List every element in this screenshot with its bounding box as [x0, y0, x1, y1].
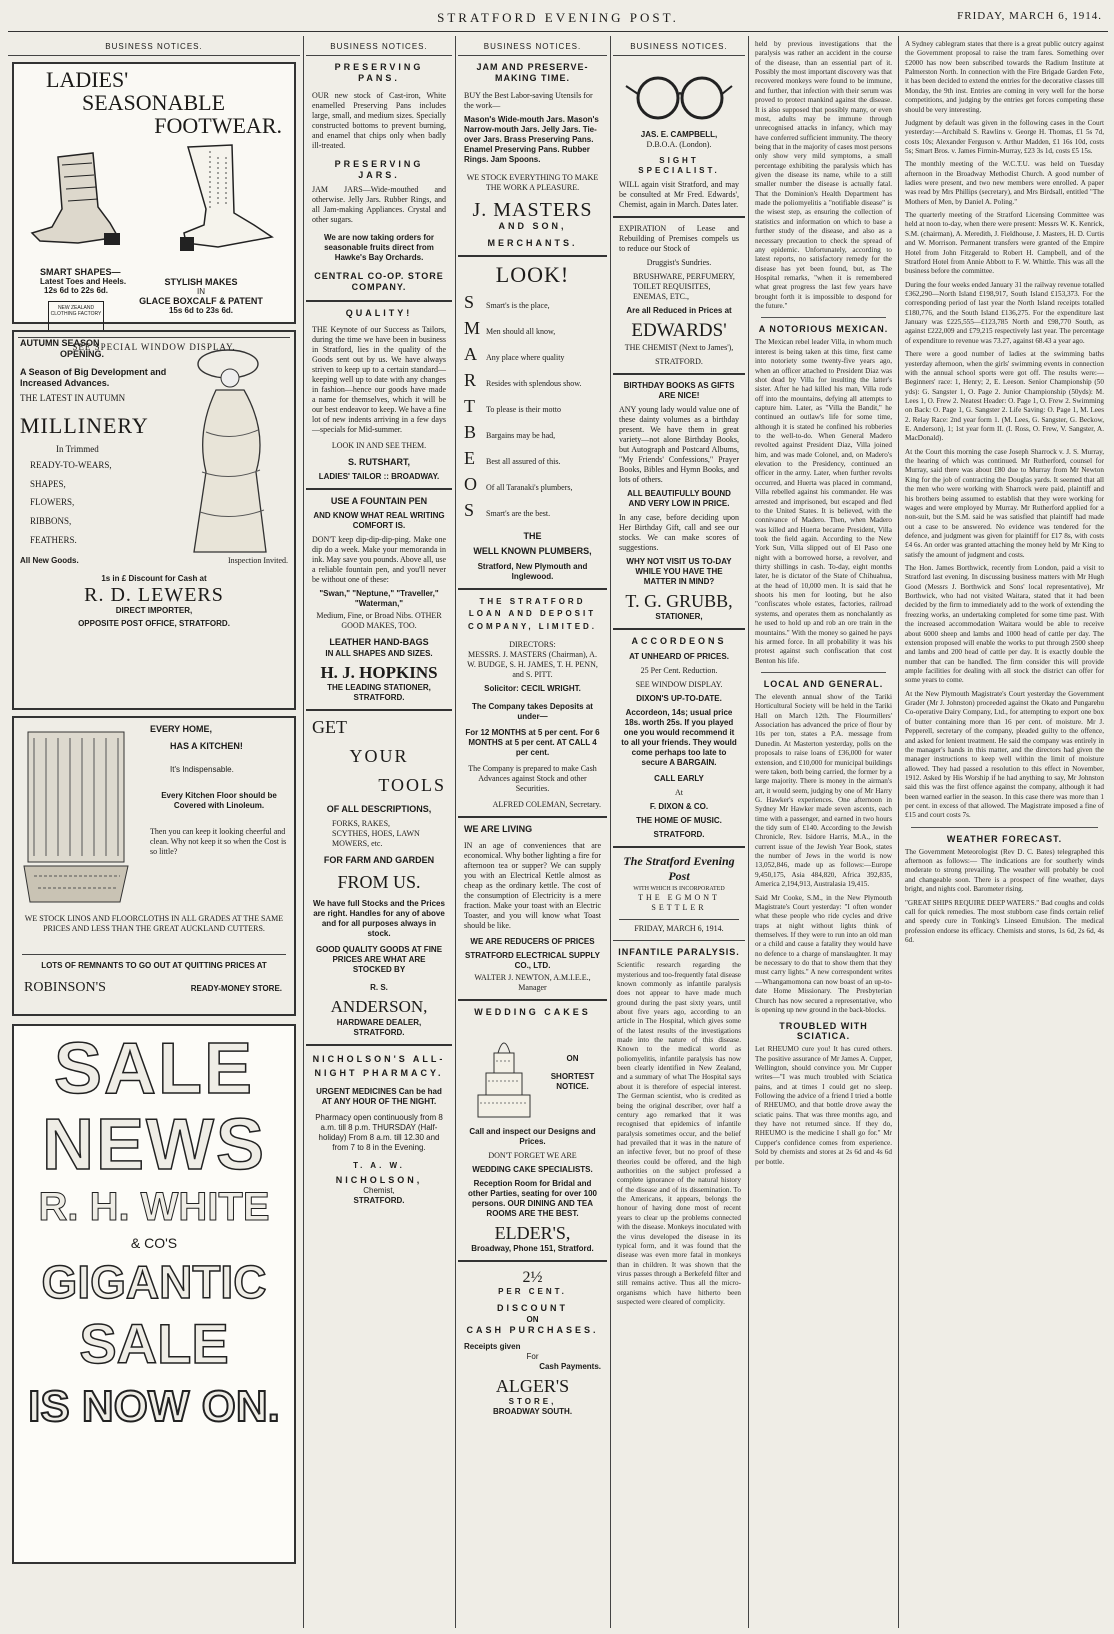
sale-news-ad — [12, 1024, 296, 1564]
smart-shapes: SMART SHAPES— — [40, 267, 121, 278]
elders-address: Broadway, Phone 151, Stratford. — [471, 1244, 594, 1254]
look-title: LOOK! — [495, 262, 570, 287]
acrostic-letter: S — [464, 292, 475, 313]
acrostic — [464, 291, 601, 525]
stylish-makes: STYLISH MAKES — [164, 277, 238, 288]
column-1 — [8, 36, 300, 1628]
pharmacy-title: NICHOLSON'S ALL-NIGHT PHARMACY. — [312, 1053, 446, 1079]
tools-town: STRATFORD. — [353, 1027, 405, 1037]
weather-title: WEATHER FORECAST. — [946, 833, 1063, 844]
news-paragraph: At the New Plymouth Magistrate's Court yesterday the Government Grader (Mr J. Johnston) proceeded against the Okato and Pungarehu Co-operative Dairy Company, Ltd., for attempting to export one box of butter containing more than 16 per cent. of moisture. Mr J. Pepperell, secretary of the company, pleaded guilty to the offence, and asked for lenient treatment. He said the company was entirely in the manager's hands in this matter, and the directors had given the manager instructions to keep well within the limit of moisture allowed. They had passed a resolution to this effect in November, 1912. Asked by His Worship if he had anything to say, Mr Johnston said this was the first offence against the company, although it had been warned earlier in the season. In this case there was more than 1 per cent. in excess of that allowed. The Magistrate imposed a fine of £15 and court costs 7s. — [905, 689, 1104, 820]
receipts-for: For — [526, 1351, 539, 1361]
paper-date: FRIDAY, MARCH 6, 1914. — [957, 10, 1102, 22]
ready-money: READY-MONEY STORE. — [190, 984, 282, 993]
look-ad — [458, 257, 607, 590]
anderson-initials: R. S. — [370, 983, 388, 993]
has-kitchen: HAS A KITCHEN! — [170, 741, 243, 752]
paralysis-body: Scientific research regarding the mysterious and too-frequently fatal disease known commonly as infantile paralysis does not appear to have made much ground during the past sixty years, until about five years ago, according to an article in The Hospital, which gives some of the latest results of the investigations made into the nature of this disease. Known to the medical world as poliomyelitis, infantile paralysis has now been clearly identified in New Zealand, and a summary of what The Hospital says about it is therefore of especial interest. The German scientist, who is credited as being the original describer, over half a century ago remarked that it was recognised that epidemics of infantile paralysis sometimes occur, and the belief had prevailed that it was in the nature of an infective fever, but no proof of these theories could be offered, and the high authorities on the subject professed a complete ignorance of the natural history of the disease and of its dissemination. To the Americans, it appears, belongs the honour of having done most of recent years to clear up the problems connected with the disease. Monkeys inoculated with the virus developed the disease in its typical form, and it was found that the disease was even more fatal in monkeys than in children. It was shown that the virus passes through a Berkefeld filter and still remains active. Thus all the micro-organisms which have hitherto been suspected were cleared of complicity. — [617, 961, 741, 1307]
season-text: A Season of Big Development and Increased Advances. — [20, 366, 167, 388]
per-cent: PER CENT. — [498, 1287, 567, 1297]
acrostic-line: To please is their motto — [486, 405, 561, 415]
discount-ad — [458, 1262, 607, 1423]
linoleum-illustration — [20, 726, 130, 906]
in-word: IN — [197, 287, 205, 297]
gigantic-word: GIGANTIC — [41, 1256, 267, 1309]
edwards-name: EDWARDS' — [631, 320, 727, 341]
beautifully-bound: ALL BEAUTIFULLY BOUND AND VERY LOW IN PRICE. — [627, 488, 731, 508]
hardware-dealer: HARDWARE DEALER, — [336, 1017, 422, 1027]
news-paragraph: At the Court this morning the case Joseph Sharrock v. J. S. Murray, the hearing of which was continued. Mr Rutherford, counsel for Murray, said there was about £80 due to Murray from Mr Newton King for the job of contracting the Douglas yards. It seemed that all the men who were working with Sharrock were paid, plaintiff and his brothers being assumed to establish that they were working for wages and were employed by Murray. Mr Rutherford applied for a non-suit, but the S.M. said he was satisfied that plaintiff had made out a case to be answered. No evidence was tendered for the defence, and judgment was given for plaintiff for £17 8s, with costs £4 6s. An order was granted attaching the money held by Mr King to satisfy the amount of judgment and costs. — [905, 447, 1104, 559]
campbell-ad — [613, 56, 745, 218]
every-home: EVERY HOME, — [150, 724, 213, 734]
jam-buy: BUY the Best Labor-saving Utensils for the work— — [464, 90, 593, 110]
news-paragraph: During the four weeks ended January 31 the railway revenue totalled £362,290—North Island £198,917, South Island £153,373. For the corresponding period of last year the North Island receipts totalled £180,776, and the South Island £136,275. For the expenditure last January was £225,555—£123,785 North and £98,770 South, as against £222,009 and £79,215 respectively last year. The percentage of expenditure to revenue was 73.27, against 68.43 a year ago. — [905, 280, 1104, 345]
villa-title: A NOTORIOUS MEXICAN. — [758, 324, 889, 335]
loan-title: THE STRATFORD LOAN AND DEPOSIT COMPANY, LIMITED. — [467, 596, 598, 632]
paralysis-title: INFANTILE PARALYSIS. — [618, 947, 740, 958]
shortest-notice: SHORTEST NOTICE. — [550, 1071, 595, 1091]
autumn-season: AUTUMN SEASON — [20, 338, 100, 348]
direct-importer: DIRECT IMPORTER, — [115, 606, 193, 616]
now-on: IS NOW ON. — [28, 1381, 280, 1431]
home-of-music: THE HOME OF MUSIC. — [636, 815, 722, 825]
white-name: R. H. WHITE — [38, 1185, 270, 1230]
your-word: YOUR — [349, 745, 409, 766]
acrostic-letter: B — [464, 422, 477, 443]
sight-specialist: SIGHT SPECIALIST. — [638, 156, 720, 175]
grubb-name: T. G. GRUBB, — [625, 590, 733, 611]
nicholson-initials: T. A. W. — [353, 1160, 405, 1170]
acrostic-line: Men should all know, — [486, 327, 556, 337]
paralysis-continued: held by previous investigations that the paralysis was rather an accident in the course of the disease, than an essential part of it. Possibly the most important discovery was that recovered monkeys were found to be immune, and further, that infection with their serum was proved to protect mankind against the disease. It is also supposed that possibly many, or even most, adults may be immune through unrecognised attacks in infancy, which may have conferred sufficient immunity. The theory being that in the majority of cases most persons only show very mild symptoms, a small percentage exhibiting the paralysis which has given the disease its name, while to a still smaller number the disease is actually fatal. That the Dominion's Health Department has made the poliomyelitis a "notifiable disease" is the wisest step, as ensuring the collection of statistics and information on which to base a further study of the disease, and also as a necessary precaution to check the spread of any epidemic. Unfortunately, according to latest reports, no satisfactory remedy for the disease has yet been found, but, as The Hospital remarks, "when it is remembered what great progress the last few years have brought forth it is impossible to despond for the future." — [755, 40, 892, 311]
inspection-invited: Inspection Invited. — [228, 556, 288, 566]
all-descriptions: OF ALL DESCRIPTIONS, — [326, 803, 432, 814]
footwear-title-2: SEASONABLE — [82, 90, 226, 116]
quality-body: THE Keynote of our Success as Tailors, during the time we have been in business in Stratford, lies in the quality of the Goods sent out by us. We have always striven to keep up to a certain standard—keeping well up to date with any changes in fashion—hence our goods have made a name for themselves, which it will be our best endeavor to keep. We have a fine lot of new indents arriving in a few days—specials for Mid-summer. — [312, 324, 446, 434]
hopkins-name: H. J. HOPKINS — [320, 662, 438, 682]
get-word: GET — [312, 716, 347, 737]
call-inspect: Call and inspect our Designs and Prices. — [469, 1126, 596, 1146]
pen-more: Medium, Fine, or Broad Nibs. OTHER GOOD MAKES, TOO. — [316, 611, 442, 631]
sciatica-body: Let RHEUMO cure you! It has cured others. The positive assurance of Mr James A. Cupper, Wellington, should convince you. Mr Cupper writes—"I was much troubled with Sciatica pains, and at times I could get no sleep. Following the advice of a friend I tried a bottle of RHEUMO, and that bottle drove away the sciatic pains. That was three months ago, and they have not returned since. If they do, RHEUMO is the medicine I shall go for." Mr Cupper's confidence comes from experience. Sold by chemists and stores at 2s 6d and 4s 6d per bottle. — [755, 1045, 892, 1166]
deposit-rates: For 12 MONTHS at 5 per cent. For 6 MONTHS at 5 per cent. AT CALL 4 per cent. — [465, 728, 600, 758]
leading-stationer: THE LEADING STATIONER, — [327, 682, 431, 692]
kitchen-floor: Every Kitchen Floor should be Covered with Linoleum. — [161, 790, 277, 810]
electrical-ad — [458, 818, 607, 1001]
receipts-given: Receipts given — [464, 1341, 521, 1351]
boots-illustration — [18, 137, 298, 267]
elders-name: ELDER'S, — [494, 1222, 571, 1243]
local-general-body: The eleventh annual show of the Tariki Horticultural Society will be held in the Tariki Hall on March 12th. The Flourmillers' Association has advanced the price of flour by 10s per ton, states a P.A. message from Dunedin. At Masterton yesterday, polls on the proposals to raise loans of £36,000 for water extension, and £10,000 for municipal buildings were taken, both being carried, the former by a large majority. There is money in the airman's art, it would seem, judging by one of Mr Harry G. Hawker's experiences. One afternoon in Sydney Mr Hawker made seven ascents, each time with a passenger, and earned in two hours the tidy sum of £140. According to the Jewish Chronicle, Rev. Isidore Harris, M.A., in the current issue of the Jewish Year Book, states the number of Jews in the world is now 13,052,846, made up as follows:—Europe 9,450,175, Asia 484,820, Africa 392,835, America 2,194,913, Australasia 19,415. — [755, 693, 892, 889]
acrostic-letter: T — [464, 396, 475, 417]
paralysis-article — [613, 947, 745, 1307]
wedding-cakes-ad — [458, 1001, 607, 1262]
well-known-plumbers: WELL KNOWN PLUMBERS, — [473, 546, 592, 557]
quality-title: QUALITY! — [345, 307, 413, 318]
plumber-towns: Stratford, New Plymouth and Inglewood. — [477, 561, 588, 581]
edwards-chemist: THE CHEMIST (Next to James'), — [624, 342, 734, 352]
news-paragraph: "GREAT SHIPS REQUIRE DEEP WATERS." Bad coughs and colds call for quick remedies. The most stubborn case finds certain relief and speedy cure in Tonking's Linseed Emulsion. The medical profession endorse its efficacy. Chemists and stores, 1s 6d, 2s 6d, 4s 6d. — [905, 898, 1104, 944]
jam-ad — [458, 56, 607, 257]
section-header: BUSINESS NOTICES. — [613, 36, 745, 56]
look-the: THE — [523, 531, 542, 542]
jam-stock: WE STOCK EVERYTHING TO MAKE THE WORK A PLEASURE. — [466, 172, 599, 192]
column-rule — [303, 36, 304, 1628]
jam-items: Mason's Wide-mouth Jars. Mason's Narrow-mouth Jars. Jelly Jars. Tie-over Jars. Brass Preserving Pans. Enamel Preserving Pans. Rubber Rings. Jam Spoons. — [464, 114, 599, 164]
reducers: WE ARE REDUCERS OF PRICES — [470, 937, 595, 947]
dixon-name: F. DIXON & CO. — [649, 801, 709, 811]
in-trimmed: In Trimmed — [56, 444, 99, 455]
acrostic-line: Smart's are the best. — [486, 509, 551, 519]
discount-line: 1s in £ Discount for Cash at — [101, 574, 207, 584]
accordeons: ACCORDEONS — [631, 636, 727, 647]
nz-clothing-stamp: NEW ZEALAND CLOTHING FACTORY — [48, 301, 104, 331]
nameplate-title: The Stratford Evening Post — [623, 853, 735, 883]
footwear-title-1: LADIES' — [46, 67, 129, 92]
algers-store: STORE, — [508, 1397, 557, 1407]
discount-on: ON — [526, 1314, 539, 1324]
column-rule — [898, 36, 899, 1628]
villa-body: The Mexican rebel leader Villa, in whom much interest is being taken at this time, first came into notoriety some twenty-five years ago, when an officer attached to President Diaz was shot dead by Villa for insulting the latter's sister. After he had killed his man, Villa rode off into the mountains, defying all attempts to capture him. Later, as "Villa the Bandit," he continued an outlaw's life for some time, although it is stated he confined his robberies to the well-to-do. When General Madero revolted against President Diaz, Villa joined him, and was made Colonel, and, on Madero's elevation to the Presidency, continued an officer in the army. Later, when further revolts occurred, and Huerta was placed in command, Villa rebelled against his commander. He was arrested and imprisoned, but escaped and fled to the United States. It is believed, with the connivance of Madero. Then, when Madero was killed and Huerta became President, Villa took the field again. According to the New York Sun, Villa slipped out of El Paso one night with a borrowed horse, a revolver, and thirty shillings in cash. To-day, eight months later, he is dictator of the State of Chihuahua, at the head of 10,000 men. It is said that he shoots his men for looting, but he also "confiscates whole estates, factories, railroad systems, and operates them as nonchalantly as he used to hold up and rob an ore train in the mountains." With the money so gained he pays his armed force. In all probability it was his protest against such confiscation that cost Benton his life. — [755, 338, 892, 665]
dixon-town: STRATFORD. — [653, 829, 705, 839]
edwards-body: EXPIRATION of Lease and Rebuilding of Premises compels us to reduce our Stock of — [619, 224, 739, 253]
local-general-title: LOCAL AND GENERAL. — [763, 679, 884, 689]
acrostic-line: Smart's is the place, — [486, 301, 550, 311]
masters-and-son: AND SON, — [498, 220, 567, 231]
acrostic-line: Bargains may be had, — [486, 431, 556, 441]
unheard-prices: AT UNHEARD OF PRICES. — [629, 651, 729, 661]
pen-know: AND KNOW WHAT REAL WRITING COMFORT IS. — [313, 511, 445, 531]
campbell-name: JAS. E. CAMPBELL, — [640, 130, 718, 139]
section-header: BUSINESS NOTICES. — [8, 36, 300, 56]
column-4 — [613, 36, 745, 1628]
nameplate-date: FRIDAY, MARCH 6, 1914. — [619, 919, 739, 934]
pen-brands: "Swan," "Neptune," "Traveller," "Waterman," — [319, 589, 439, 609]
column-6 — [901, 36, 1108, 1628]
masthead — [8, 6, 1108, 32]
urgent-medicines: URGENT MEDICINES Can be had AT ANY HOUR OF THE NIGHT. — [316, 1086, 442, 1106]
cash-payments: Cash Payments. — [539, 1361, 601, 1371]
news-paragraph: The monthly meeting of the W.C.T.U. was held on Tuesday afternoon in the Broadway Methodist Church. A good number of ladies were present, and two new members were enrolled. A paper was read by Mrs Phillips (secretary), and Mrs Birdsall, entitled "The Mothers of Men, by Daniel A. Poling." — [905, 160, 1104, 206]
pans-title: PRESERVING PANS. — [334, 62, 424, 84]
toes-price: 12s 6d to 22s 6d. — [44, 286, 109, 296]
latest-autumn: THE LATEST IN AUTUMN — [20, 393, 126, 403]
acrostic-letter: O — [464, 474, 477, 495]
cash-advances: The Company is prepared to make Cash Advances against Stock and other Securities. — [468, 764, 597, 794]
dixon-body: Accordeon, 14s; usual price 18s. worth 25s. If you played one you would recommend it to all your friends. They would come perhaps too late to secure A BARGAIN. — [621, 707, 737, 767]
news-paragraph: The Hon. James Borthwick, recently from London, paid a visit to Stratford last evening. In discussing business matters with Mr Hugh Good (Messrs J. Borthwick and Sons' local representative), Mr Borthwick, who had not visited Waitara, stated that it had been decided by the firm to immediately add to the work of extending the freezing works, an undertaking completed for some time past. With the increased accommodation Waitara would be able to receive about 6000 sheep and lambs and 1000 head of cattle per day. The extension proposed will enable the works to put through 2500 sheep and lambs and 200 head of cattle per day. It is exactly double the number that can be handled. The firm consider this will provide ample facilities for dealing with all stock the district can offer for some years to come. — [905, 564, 1104, 685]
campbell-body: WILL again visit Stratford, and may be consulted at Mr Fred. Edwards', Chemist, again in March. Dates later. — [619, 180, 739, 209]
column-rule — [455, 36, 456, 1628]
glace-boxcalf: GLACE BOXCALF & PATENT — [139, 296, 263, 307]
algers-name: ALGER'S — [495, 1375, 570, 1396]
directors-names: MESSRS. J. MASTERS (Chairman), A. W. BUDGE, S. H. JAMES, T. H. PENN, and S. PITT. — [467, 650, 598, 680]
grubb-body: ANY young lady would value one of these dainty volumes as a birthday present. We have them in great variety—not alone Birthday Books, but Autograph and Postcard Albums, "My Friends' Confessions," Prayer Books, Bibles and Hymn Books, and lots of others. — [619, 404, 739, 484]
lady-illustration — [176, 342, 286, 562]
pen-body: DON'T keep dip-dip-dip-ping. Make one dip do a week. Make your memoranda in ink. May save you pounds. Above all, use a reliable fountain pen, and you'll never be without one of these: — [312, 535, 446, 585]
merchants: MERCHANTS. — [487, 237, 578, 248]
fountain-pen-ad — [306, 490, 452, 711]
deposits-text: The Company takes Deposits at under— — [472, 702, 593, 722]
nameplate-with: WITH WHICH IS INCORPORATED — [633, 885, 725, 892]
algers-address: BROADWAY SOUTH. — [492, 1407, 573, 1417]
cakes-on: ON — [566, 1053, 579, 1063]
news-paragraph: There were a good number of ladies at the swimming baths yesterday afternoon, when the girls' swimming events in connection with the annual school sports were got off. The results were:—Beginners' race: 1, Henry; 2, E. Leeson. Senior Championship (50 yds): G. Sangster 1, O. Page 2. Junior Championship (50yds): M. Lees 1, O. Frew 2. Neatest Header: O. Page 1, O. Frew 2. Swimming on Back: O. Page 1, G. Sangster 2. Life Saving: O. Page 1, M. Lees 2. Relay Race: 2nd year form 1. (M. Lees, G. Sangster, G. Beckow, E. Anderson), 1; 1st year form II. (I. Ross, O. Frew, V. Sangster, A. MacDonald). — [905, 350, 1104, 443]
jam-title: JAM AND PRESERVE-MAKING TIME. — [476, 62, 589, 84]
loan-secretary: ALFRED COLEMAN, Secretary. — [492, 800, 601, 810]
living-title: WE ARE LIVING — [464, 824, 533, 835]
jars-title: PRESERVING JARS. — [334, 158, 424, 180]
millinery-item: RIBBONS, — [30, 516, 72, 527]
see-window: SEE WINDOW DISPLAY. — [635, 679, 723, 689]
millinery-item: SHAPES, — [30, 478, 66, 489]
dont-forget: DON'T FORGET WE ARE — [488, 1150, 577, 1160]
lino-stock: WE STOCK LINOS AND FLOORCLOTHS IN ALL GRADES AT THE SAME PRICES AND LESS THAN THE GREAT AUCKLAND CUTTERS. — [24, 914, 284, 933]
rutshart-name: S. RUTSHART, — [347, 456, 410, 467]
birthday-books: BIRTHDAY BOOKS AS GIFTS ARE NICE! — [623, 380, 735, 400]
edwards-items: BRUSHWARE, PERFUMERY, TOILET REQUISITES, ENEMAS, ETC., — [633, 272, 735, 301]
jars-body: JAM JARS—Wide-mouthed and otherwise. Jelly Jars. Rubber Rings, and all Jam-making Appliances. Crystal and other sugars. — [312, 185, 446, 224]
glace-price: 15s 6d to 23s 6d. — [168, 306, 234, 316]
from-us: FROM US. — [337, 872, 421, 893]
sciatica-title: TROUBLED WITH SCIATICA. — [779, 1021, 868, 1042]
dixons-upto: DIXON'S UP-TO-DATE. — [636, 693, 722, 703]
sale-word: SALE — [53, 1029, 255, 1109]
pharmacy-hours: Pharmacy open continuously from 8 a.m. till 8 p.m. THURSDAY (Half-holiday) From 8 a.m. till 12.30 and from 7 to 8 in the Evening. — [315, 1112, 443, 1152]
good-quality: GOOD QUALITY GOODS AT FINE PRICES ARE WHAT ARE STOCKED BY — [315, 945, 443, 975]
pharmacy-ad — [306, 1046, 452, 1212]
dixon-at: At — [675, 787, 683, 797]
cos: & CO'S — [130, 1235, 178, 1252]
pans-body: OUR new stock of Cast-iron, White enamelled Preserving Pans includes large, small, and medium sizes. Specially constructed bottoms to prevent burning, and enamel that chips only when badly ill-treated. — [312, 90, 446, 150]
electrical-company: STRATFORD ELECTRICAL SUPPLY CO., LTD. — [465, 951, 600, 971]
robinsons-name: ROBINSON'S — [24, 980, 106, 995]
coop-store: CENTRAL CO-OP. STORE COMPANY. — [314, 271, 444, 293]
look-in: LOOK IN AND SEE THEM. — [331, 440, 427, 450]
local-general-body-2: Said Mr Cooke, S.M., in the New Plymouth Magistrate's Court yesterday: "I often wonder what these people who ride cycles and drive traps at night without lights think of themselves. If they were to run into an old man or a child and cause a fatality they would have no defence to a charge of manslaughter. It may be necessary to do that to show them that they must carry lights." A new correspondent writes—Whangamomona can now boast of an up-to-date Home Missionary. The Presbyterian Church has now secured a representative, who is opening up new ground in the back-blocks. — [755, 893, 892, 1014]
ladies-tailor: LADIES' TAILOR :: BROADWAY. — [318, 472, 440, 481]
grubb-case: In any case, before deciding upon Her Birthday Gift, call and see our stocks. We can make scores of suggestions. — [619, 512, 739, 552]
edwards-ad — [613, 218, 745, 375]
solicitor: Solicitor: CECIL WRIGHT. — [484, 684, 581, 694]
millinery-heading: MILLINERY — [20, 413, 149, 439]
dixon-ad — [613, 630, 745, 847]
reduction: 25 Per Cent. Reduction. — [640, 665, 718, 675]
full-stocks: We have full Stocks and the Prices are right. Handles for any of above and for all purposes always in stock. — [313, 899, 445, 939]
chemist-label: Chemist, — [363, 1185, 395, 1195]
sale-word-2: SALE — [79, 1312, 229, 1376]
tool-items: FORKS, RAKES, SCYTHES, HOES, LAWN MOWERS, etc. — [332, 819, 420, 849]
spectacles-illustration — [624, 66, 734, 126]
cheerful-text: Then you can keep it looking cheerful and clean. Why not keep it so when the Cost is so little? — [150, 826, 287, 856]
paper-nameplate — [613, 848, 745, 942]
millinery-item: FEATHERS. — [30, 535, 77, 546]
edwards-town: STRATFORD. — [655, 356, 703, 366]
remnants-line: LOTS OF REMNANTS TO GO OUT AT QUITTING PRICES AT — [22, 954, 286, 971]
loan-ad — [458, 590, 607, 818]
quality-ad — [306, 302, 452, 491]
news-paragraph: The quarterly meeting of the Stratford Licensing Committee was held at noon to-day, when there were present: Messrs W. K. Kenrick, S.M. (chairman), A. Meredith, J. Fieldhouse, J. Masters, H. D. Curtis and W. Morrison. Permanent transfers were granted of the Empire Hotel from John Fitzgerald to Robert H. Campbell, and of the Stratford Hotel from Annie Abbott to F. W. Whittle. This was all the business before the committee. — [905, 211, 1104, 276]
window-display: SEE SPECIAL WINDOW DISPLAY. — [18, 337, 290, 353]
cakes-title: WEDDING CAKES — [474, 1007, 591, 1018]
cash-purchases: CASH PURCHASES. — [466, 1324, 599, 1335]
acrostic-letter: A — [464, 344, 477, 365]
acrostic-letter: S — [464, 500, 475, 521]
tools-ad — [306, 711, 452, 1046]
weather-body: The Government Meteorologist (Rev D. C. Bates) telegraphed this afternoon as follows:— The indications are for southerly winds moderate to strong prevailing. The weather will probably be cool and changeable soon. There is a prospect of fine weather, days bright, and nights cool. Barometer rising. — [905, 847, 1104, 894]
news-word: NEWS — [42, 1104, 266, 1185]
millinery-item: READY-TO-WEARS, — [30, 459, 112, 470]
millinery-ad — [12, 330, 296, 710]
call-early: CALL EARLY — [654, 773, 704, 783]
section-header: BUSINESS NOTICES. — [458, 36, 607, 56]
indispensable: It's Indispensable. — [170, 764, 234, 774]
nameplate-settler: THE EGMONT SETTLER — [638, 893, 720, 913]
grubb-stationer: STATIONER, — [655, 612, 703, 622]
leather-bags: LEATHER HAND-BAGS — [329, 637, 429, 648]
visit-us: WHY NOT VISIT US TO-DAY WHILE YOU HAVE THE MATTER IN MIND? — [626, 556, 732, 586]
acrostic-letter: E — [464, 448, 475, 469]
masters-name: J. MASTERS — [472, 198, 593, 221]
reduced-prices: Are all Reduced in Prices at — [626, 306, 732, 315]
campbell-dboa: D.B.O.A. (London). — [646, 140, 712, 149]
acrostic-line: Resides with splendous show. — [486, 379, 582, 389]
lewers-address: OPPOSITE POST OFFICE, STRATFORD. — [78, 619, 230, 629]
acrostic-letter: R — [464, 370, 477, 391]
acrostic-line: Of all Taranaki's plumbers, — [486, 483, 573, 493]
tools-word: TOOLS — [378, 774, 446, 795]
cake-specialists: WEDDING CAKE SPECIALISTS. — [472, 1164, 593, 1174]
acrostic-letter: M — [464, 318, 481, 339]
pharmacy-town: STRATFORD. — [353, 1195, 405, 1205]
paper-title: STRATFORD EVENING POST. — [437, 10, 679, 25]
reception-room: Reception Room for Bridal and other Parties, seating for over 100 persons. OUR DINING AND TEA ROOMS ARE THE BEST. — [468, 1178, 597, 1218]
opening: OPENING. — [60, 349, 105, 360]
column-3 — [458, 36, 607, 1628]
farm-garden: FOR FARM AND GARDEN — [323, 855, 435, 866]
kitchen-ad — [12, 716, 296, 1016]
discount-word: DISCOUNT — [497, 1303, 568, 1314]
living-body: IN an age of conveniences that are economical. Why bother lighting a fire for afternoon tea or supper? We can supply you with an Electrical Kettle almost as cheap as the ordinary kettle. The cost of the consumption of Electricity is a mere fraction. Make your toast with an Electric Toaster, and you will know what Toast should be like. — [464, 841, 601, 931]
anderson-name: ANDERSON, — [330, 997, 428, 1017]
nicholson-name: NICHOLSON, — [335, 1174, 423, 1185]
news-paragraph: A Sydney cablegram states that there is a great public outcry against the Government proposal to raise the tram fares. Something over £2000 has now been subscribed towards the Radium Institute at Palmerston North. In connection with the Fire Brigade Garden Fete, it has been decided to extend the entries for the decorative classes till Monday, the 9th inst. Entries are coming in very well for the horse competitions, and judging by the entries get forces competing these should be very interesting. — [905, 40, 1104, 114]
latest-toes: Latest Toes and Heels. — [40, 277, 127, 287]
column-5 — [751, 36, 896, 1628]
news-paragraph: Judgment by default was given in the following cases in the Court yesterday:—Archibald S. Rawlins v. George H. Thomas, £1 5s 7d, costs 10s; Alexander Ferguson v. Arthur Madden, £1 16s 10d, costs 5s; Smart Bros. v. James Firmin-Murray, £23 3s 1d, costs £5 15s. — [905, 118, 1104, 155]
wedding-cake-illustration — [464, 1023, 544, 1123]
grubb-ad — [613, 375, 745, 631]
bag-sizes: IN ALL SHAPES AND SIZES. — [325, 648, 433, 658]
acrostic-line: Best all assured of this. — [486, 457, 561, 467]
millinery-item: FLOWERS, — [30, 497, 75, 508]
section-header: BUSINESS NOTICES. — [306, 36, 452, 56]
column-2 — [306, 36, 452, 1628]
column-rule — [748, 36, 749, 1628]
footwear-title-3: FOOTWEAR. — [154, 113, 282, 139]
acrostic-line: Any place where quality — [486, 353, 565, 363]
pen-town: STRATFORD. — [353, 692, 405, 702]
druggists-sundries: Druggist's Sundries. — [646, 258, 712, 267]
electrical-manager: WALTER J. NEWTON, A.M.I.E.E., Manager — [474, 973, 591, 993]
preserving-pans-ad — [306, 56, 452, 302]
directors-label: DIRECTORS: — [509, 640, 556, 650]
orders-text: We are now taking orders for seasonable fruits direct from Hawke's Bay Orchards. — [323, 233, 435, 262]
pen-title: USE A FOUNTAIN PEN — [330, 496, 428, 506]
discount-pct: 2½ — [522, 1269, 543, 1287]
lewers-name: R. D. LEWERS — [84, 584, 224, 607]
all-new-goods: All New Goods. — [20, 556, 79, 566]
column-rule — [610, 36, 611, 1628]
